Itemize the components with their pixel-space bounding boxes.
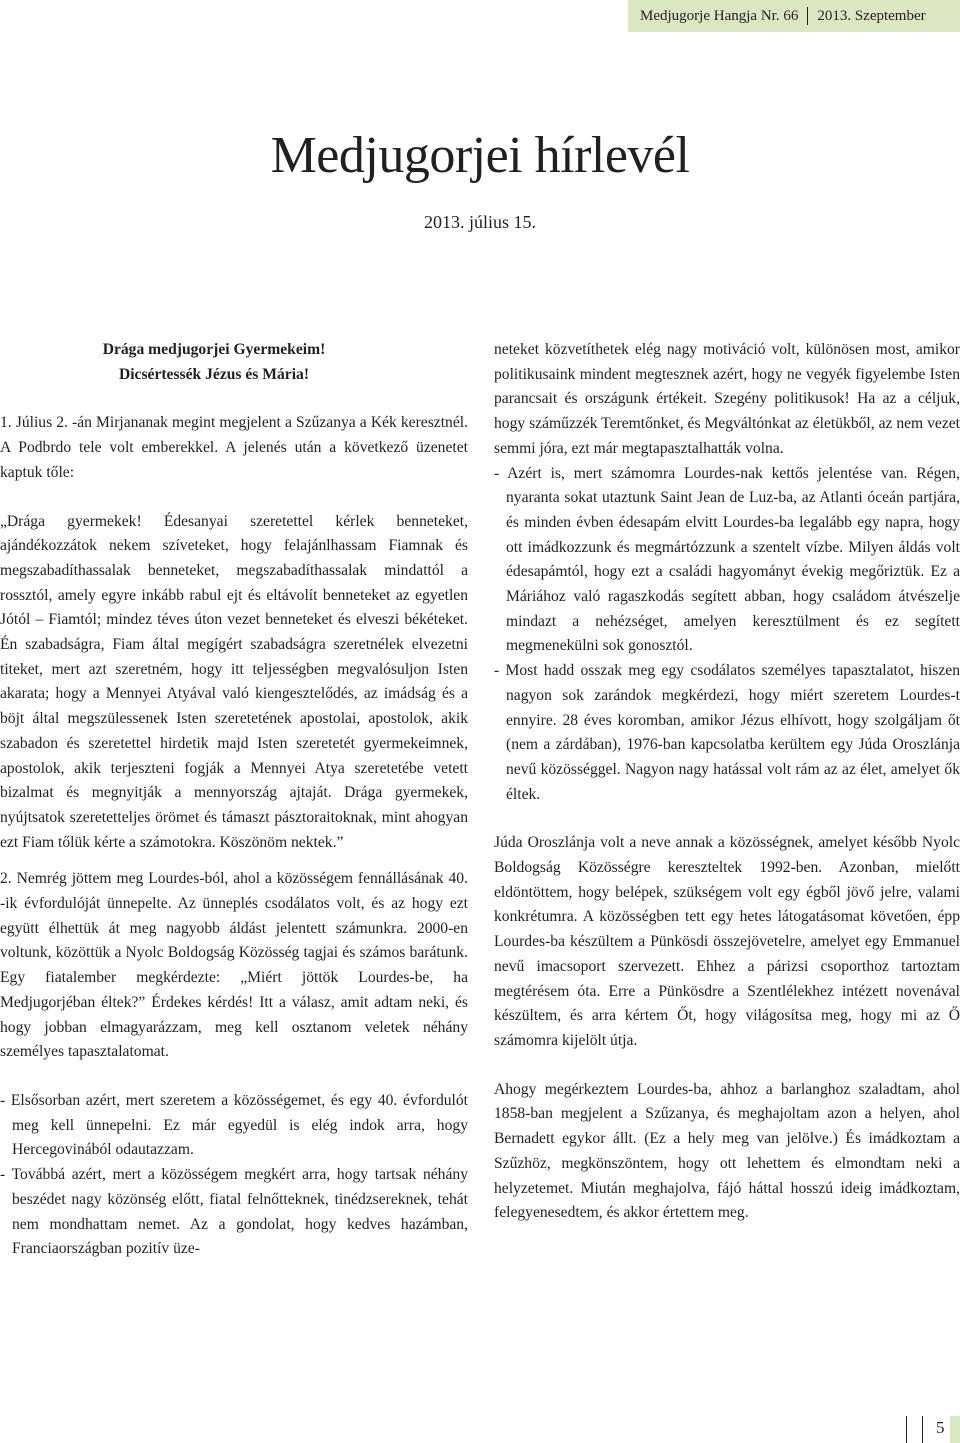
publication-name: Medjugorje Hangja — [640, 7, 758, 24]
paragraph-3: Júda Oroszlánja volt a neve annak a közösségnek, amelyet később Nyolc Boldogság Közösségre kereszteltek 1992-ben. Azonban, mielőtt eldöntöttem, hogy belépek, szükségem volt egy égből jövő jelre, valami konkrétumra. A közösségben tett egy hetes látogatásomat követően, épp Lourdes-ba készültem a Pünkösdi összejövetelre, amelyet egy Emmanuel nevű imacsoport szervezett. Ehhez a párizsi csoporthoz tartoztam megtérésem óta. Erre a Pünkösdre a Szentlélekhez intézett novenával készültem, és arra kértem Őt, hogy világosítsa meg, hogy mi az Ő számomra kijelölt útja. — [494, 834, 960, 1049]
right-column — [494, 338, 960, 1226]
issue-date: 2013. Szeptember — [817, 7, 926, 24]
header-divider — [807, 7, 808, 25]
greeting-line-1: Drága medjugorjei Gyermekeim! — [102, 341, 326, 358]
bullet-2-continued: neteket közvetíthetek elég nagy motiváció volt, különösen most, amikor politikusaink mindent megtesznek azért, hogy ne vegyék figyelembe Isten parancsait és országunk értékeit. Szegény politikusok! Ha az a céljuk, hogy száműzzék Teremtőnket, és Megváltónkat az életükből, az nem vezet semmi jóra, ezt már megtapasztalhatták volna. — [494, 341, 960, 457]
page-number: 5 — [936, 1418, 945, 1437]
page-title: Medjugorjei hírlevél — [270, 127, 690, 184]
paragraph-4: Ahogy megérkeztem Lourdes-ba, ahhoz a barlanghoz szaladtam, ahol 1858-ban megjelent a Szűzanya, és meghajoltam azon a helyen, ahol Bernadett egykor állt. (Ez a hely meg van jelölve.) És imádkoztam a Szűzhöz, megkönszöntem, hogy ott lehettem és elmondtam neki a helyzetemet. Miután meghajolva, fájó háttal hosszú ideig imádkoztam, felegyenesedtem, és akkor értettem meg. — [494, 1080, 960, 1222]
bullet-2: - Továbbá azért, mert a közösségem megkért arra, hogy tartsak néhány beszédet nagy közönség előtt, fiatal felnőtteknek, tinédzsereknek, tehát nem mondhattam nemet. Az a gondolat, hogy kedves hazámban, Franciaországban pozitív üze- — [0, 1166, 468, 1258]
running-header — [628, 0, 960, 32]
paragraph-2: 2. Nemrég jöttem meg Lourdes-ból, ahol a közösségem fennállásának 40. -ik évfordulóját ünnepelte. Az ünneplés csodálatos volt, és az hogy ezt együtt élhettük át meg nagyobb áldást jelentett számunkra. 2000-en voltunk, közöttük a Nyolc Boldogság Közösség tagjai és számos barátunk. Egy fiatalember megkérdezte: „Miért jöttök Lourdes-be, ha Medjugorjéban éltek?” Érdekes kérdés! Itt a válasz, amit adtam neki, és hogy jobban elmagyarázzam, meg kell osztanom veletek néhány személyes tapasztalatomat. — [0, 870, 468, 1061]
newsletter-date: 2013. július 15. — [423, 212, 536, 232]
bullet-3: - Azért is, mert számomra Lourdes-nak kettős jelentése van. Régen, nyaranta sokat utaztunk Saint Jean de Luz-ba, az Atlanti óceán partjára, és minden évben édesapám elvitt Lourdes-ba legalább egy napra, hogy ott imádkozzunk és megmártózzunk a szentelt vízbe. Milyen áldás volt édesapámtól, hogy ezt a családi hagyományt évekig megőriztük. Ez a Máriához való ragaszkodás segített abban, hogy családom átvészelje mindazt a nehézséget, amelyen keresztülment és ez segített megmenekülni sok gonosztól. — [494, 464, 960, 655]
page-number-block — [922, 1416, 960, 1443]
greeting-line-2: Dicsértessék Jézus és Mária! — [118, 365, 310, 383]
bullet-1: - Elsősorban azért, mert szeretem a közösségemet, és egy 40. évfordulót meg kell ünnepelni. Ez már egyedül is elég indok arra, hogy Hercegovinából odautazzam. — [0, 1091, 468, 1159]
issue-number: Nr. 66 — [760, 7, 799, 24]
left-column — [0, 338, 468, 1262]
message-paragraph: „Drága gyermekek! Édesanyai szeretettel kérlek benneteket, ajándékozzátok nekem szíveteket, hogy felajánlhassam Fiamnak és megszabadíthassalak benneteket, megszabadíthassalak mindattól a rossztól, amely egyre inkább rabul ejt és eltávolít benneteket az egyetlen Jótól – Fiamtól; mindez téves úton vezet benneteket és elveszi békéteket. Én szabadságra, Fiam által megígért szabadságra szeretnélek elvezetni titeket, mert azt szeretném, hogy itt teljességben megvalósuljon Isten akarata; hogy a Mennyei Atyával való kiengesztelődés, az imádság és a böjt által megszülessenek Isten szeretetének apostolai, apostolok, akik szabadon és szeretettel hirdetik majd Isten szeretetét gyermekeimnek, apostolok, akik terjeszteni fogják a Mennyei Atya szeretetébe vetett bizalmat és megnyitják a mennyország ajtaját. Drága gyermekek, nyújtsatok szeretetteljes örömet és támaszt pásztoraitoknak, mint ahogyan ezt Fiam tőlük kérte a számotokra. Köszönöm nektek.” — [0, 512, 468, 851]
footer-divider — [906, 1416, 907, 1443]
page-number-accent — [950, 1416, 960, 1443]
paragraph-1: 1. Július 2. -án Mirjananak megint megjelent a Szűzanya a Kék keresztnél. A Podbrdo tele volt emberekkel. A jelenés után a következő üzenetet kaptuk tőle: — [0, 414, 468, 481]
bullet-4: - Most hadd osszak meg egy csodálatos személyes tapasztalatot, hiszen nagyon sok zarándok megkérdezi, hogy miért szeretem Lourdes-t ennyire. 28 éves koromban, amikor Jézus elhívott, hogy szolgáljam őt (nem a zárdában), 1976-ban kapcsolatba kerültem egy Júda Oroszlánja nevű közösséggel. Nagyon nagy hatással volt rám az az élet, amelyet ők éltek. — [494, 662, 960, 803]
